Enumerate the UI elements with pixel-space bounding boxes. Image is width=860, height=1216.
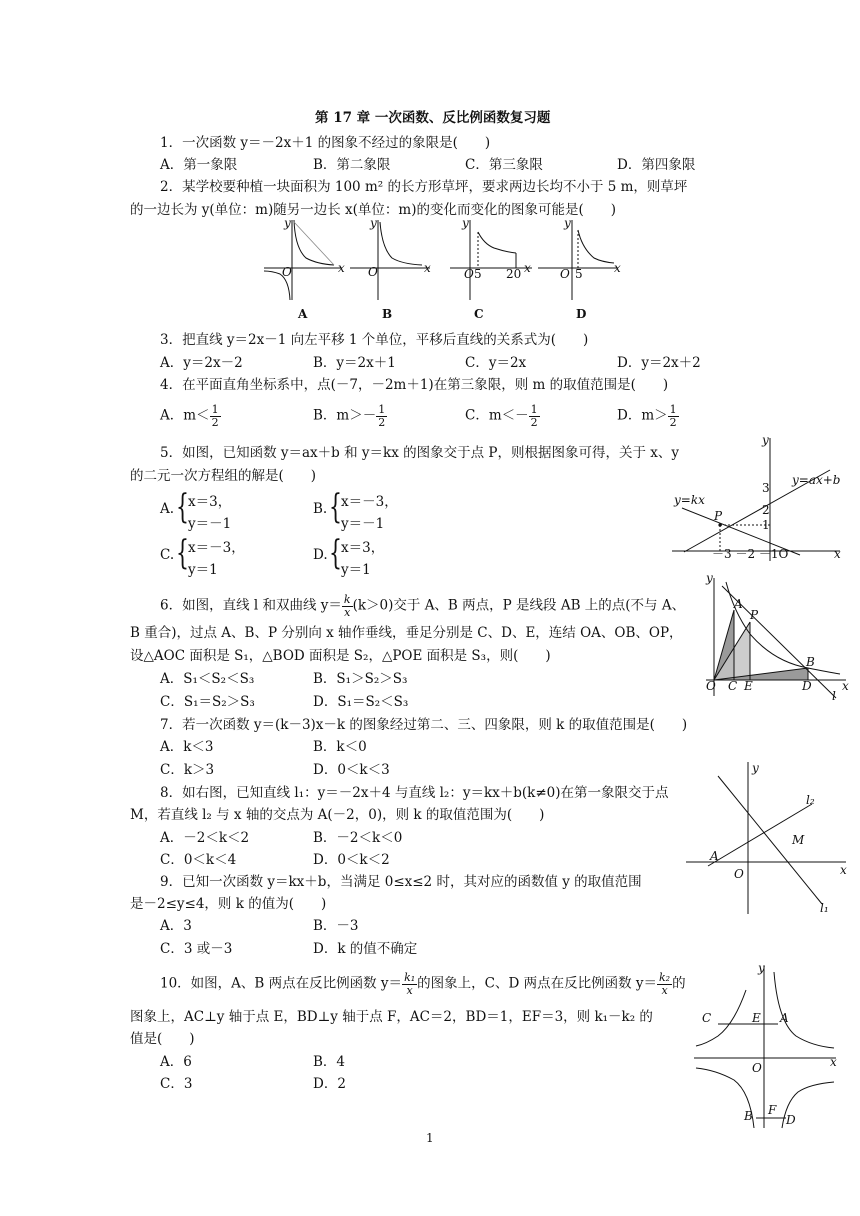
svg-text:5: 5: [575, 267, 583, 281]
q6-option-a: A．S₁＜S₂＜S₃: [160, 671, 255, 687]
question-6-stem-line1: 6．如图，直线 l 和双曲线 y＝ $\frac{k}{x}$ (k＞0)交于 A、B 两点，P 是线段 AB 上的点(不与 A、: [160, 593, 686, 619]
svg-text:E: E: [744, 679, 753, 693]
svg-text:B: B: [806, 655, 815, 669]
svg-text:x: x: [424, 261, 431, 275]
q6-option-c: C．S₁＝S₂＞S₃: [160, 694, 255, 710]
q10-option-b: B．4: [313, 1054, 346, 1070]
q5-figure: [672, 434, 844, 564]
svg-text:C: C: [474, 307, 484, 321]
q8-option-a: A．－2＜k＜2: [160, 830, 250, 846]
q3-option-d: D．y＝2x＋2: [617, 355, 701, 371]
question-7-stem: 7．若一次函数 y＝(k－3)x－k 的图象经过第二、三、四象限，则 k 的取值范围是( ): [160, 717, 688, 733]
q10-option-a: A．6: [160, 1054, 192, 1070]
svg-text:x: x: [834, 547, 841, 561]
svg-text:x: x: [338, 261, 345, 275]
svg-text:y: y: [284, 216, 291, 230]
q1-option-d: D．第四象限: [617, 157, 696, 173]
svg-text:A: A: [734, 597, 743, 611]
q8-option-d: D．0＜k＜2: [313, 852, 390, 868]
q9-option-c: C．3 或－3: [160, 941, 233, 957]
q2-graph-a: [264, 216, 345, 321]
svg-text:O: O: [706, 679, 716, 693]
q10-option-d: D．2: [313, 1076, 346, 1092]
svg-text:l₁: l₁: [820, 901, 829, 915]
q2-graph-b: [350, 216, 431, 321]
svg-text:2: 2: [762, 503, 770, 517]
q6-figure: [704, 572, 850, 704]
q7-option-a: A．k＜3: [160, 739, 214, 755]
svg-text:3: 3: [762, 481, 770, 495]
question-9-stem-line2: 是－2≤y≤4，则 k 的值为( ): [130, 896, 327, 912]
q7-option-b: B．k＜0: [313, 739, 367, 755]
q2-graph-c: [450, 216, 532, 321]
svg-text:y=ax+b: y=ax+b: [792, 473, 841, 487]
q2-graph-d: [538, 216, 621, 321]
svg-text:D: D: [576, 307, 587, 321]
svg-text:x: x: [524, 261, 531, 275]
question-5-stem-line1: 5．如图，已知函数 y＝ax＋b 和 y＝kx 的图象交于点 P，则根据图象可得，关于 x、y: [160, 445, 680, 461]
svg-text:y: y: [752, 761, 759, 775]
q8-figure: [686, 758, 850, 918]
page-title: 第 17 章 一次函数、反比例函数复习题: [315, 110, 551, 126]
svg-text:P: P: [714, 509, 723, 523]
q3-option-a: A．y＝2x－2: [160, 355, 243, 371]
svg-text:A: A: [298, 307, 308, 321]
page-number: 1: [426, 1131, 434, 1145]
q2-graphs: [262, 218, 622, 328]
svg-text:x: x: [830, 1055, 837, 1069]
svg-text:D: D: [802, 679, 812, 693]
q4-option-a: A．m＜ $\frac{1}{2}$: [160, 403, 219, 429]
question-2-stem-line1: 2．某学校要种植一块面积为 100 m² 的长方形草坪，要求两边长均不小于 5 m，则草坪: [160, 179, 688, 195]
q4-option-c: C．m＜－ $\frac{1}{2}$: [465, 403, 538, 429]
question-9-stem-line1: 9．已知一次函数 y＝kx＋b，当满足 0≤x≤2 时，其对应的函数值 y 的取值范围: [160, 874, 642, 890]
svg-text:－3 －2 －1O: －3 －2 －1O: [712, 547, 789, 561]
q4-option-b: B．m＞－ $\frac{1}{2}$: [313, 403, 386, 429]
question-1-stem: 1．一次函数 y＝－2x＋1 的图象不经过的象限是( ): [160, 135, 491, 151]
svg-text:E: E: [752, 1011, 761, 1025]
svg-text:O: O: [464, 267, 474, 281]
q6-option-d: D．S₁＝S₂＜S₃: [313, 694, 409, 710]
q9-option-b: B．－3: [313, 918, 359, 934]
q4-option-d: D．m＞ $\frac{1}{2}$: [617, 403, 677, 429]
svg-text:A: A: [780, 1011, 789, 1025]
q3-option-b: B．y＝2x＋1: [313, 355, 396, 371]
q3-option-c: C．y＝2x: [465, 355, 527, 371]
svg-text:O: O: [734, 867, 744, 881]
q7-option-c: C．k＞3: [160, 762, 215, 778]
question-4-stem: 4．在平面直角坐标系中，点(－7，－2m＋1)在第三象限，则 m 的取值范围是( ): [160, 377, 669, 393]
svg-text:y: y: [762, 433, 769, 447]
svg-text:P: P: [750, 608, 759, 622]
svg-text:l: l: [832, 689, 836, 703]
svg-text:B: B: [744, 1109, 753, 1123]
svg-text:5: 5: [474, 267, 482, 281]
q8-option-c: C．0＜k＜4: [160, 852, 237, 868]
q10-option-c: C．3: [160, 1076, 193, 1092]
q6-option-b: B．S₁＞S₂＞S₃: [313, 671, 408, 687]
svg-text:y: y: [564, 216, 571, 230]
q7-option-d: D．0＜k＜3: [313, 762, 390, 778]
svg-text:O: O: [560, 267, 570, 281]
q10-figure: [694, 962, 844, 1132]
question-10-stem-line3: 值是( ): [130, 1031, 195, 1047]
svg-text:y: y: [370, 216, 377, 230]
q8-option-b: B．－2＜k＜0: [313, 830, 403, 846]
q9-option-d: D．k 的值不确定: [313, 941, 418, 957]
svg-text:y: y: [758, 961, 765, 975]
question-6-stem-line3: 设△AOC 面积是 S₁，△BOD 面积是 S₂，△POE 面积是 S₃，则( ): [130, 648, 551, 664]
question-8-stem-line2: M，若直线 l₂ 与 x 轴的交点为 A(－2，0)，则 k 的取值范围为( ): [130, 807, 545, 823]
svg-text:C: C: [728, 679, 738, 693]
question-8-stem-line1: 8．如右图，已知直线 l₁：y＝－2x＋4 与直线 l₂：y＝kx＋b(k≠0)在第一象限交于点: [160, 785, 669, 801]
svg-text:B: B: [382, 307, 393, 321]
svg-text:l₂: l₂: [806, 793, 815, 807]
svg-text:O: O: [282, 265, 292, 279]
question-6-stem-line2: B 重合)，过点 A、B、P 分别向 x 轴作垂线，垂足分别是 C、D、E，连结 OA、OB、OP，: [130, 625, 683, 641]
q1-option-b: B．第二象限: [313, 157, 391, 173]
svg-text:20: 20: [506, 267, 522, 281]
svg-text:O: O: [368, 265, 378, 279]
q1-option-c: C．第三象限: [465, 157, 543, 173]
q9-option-a: A．3: [160, 918, 192, 934]
svg-text:C: C: [702, 1011, 712, 1025]
svg-text:1: 1: [762, 518, 770, 532]
question-3-stem: 3．把直线 y＝2x－1 向左平移 1 个单位，平移后直线的关系式为( ): [160, 332, 589, 348]
svg-text:O: O: [752, 1061, 762, 1075]
svg-text:M: M: [792, 833, 805, 847]
svg-text:A: A: [710, 849, 719, 863]
svg-text:x: x: [842, 679, 849, 693]
question-5-stem-line2: 的二元一次方程组的解是( ): [130, 468, 317, 484]
svg-text:y=kx: y=kx: [674, 493, 705, 507]
question-10-stem-line2: 图象上，AC⊥y 轴于点 E，BD⊥y 轴于点 F，AC＝2，BD＝1，EF＝3，则 k₁－k₂ 的: [130, 1009, 653, 1025]
question-10-stem-line1: 10．如图，A、B 两点在反比例函数 y＝ $\frac{\text{k₁}}{x}$ 的图象上，C、D 两点在反比例函数 y＝ $\frac{\text{k₂}}{x}$ 的: [160, 971, 686, 997]
question-2-stem-line2: 的一边长为 y(单位：m)随另一边长 x(单位：m)的变化而变化的图象可能是( ): [130, 202, 617, 218]
svg-text:x: x: [614, 261, 621, 275]
svg-text:x: x: [840, 863, 847, 877]
svg-text:F: F: [768, 1103, 777, 1117]
svg-text:y: y: [706, 571, 713, 585]
svg-text:y: y: [462, 216, 469, 230]
svg-text:D: D: [786, 1113, 796, 1127]
q1-option-a: A．第一象限: [160, 157, 238, 173]
